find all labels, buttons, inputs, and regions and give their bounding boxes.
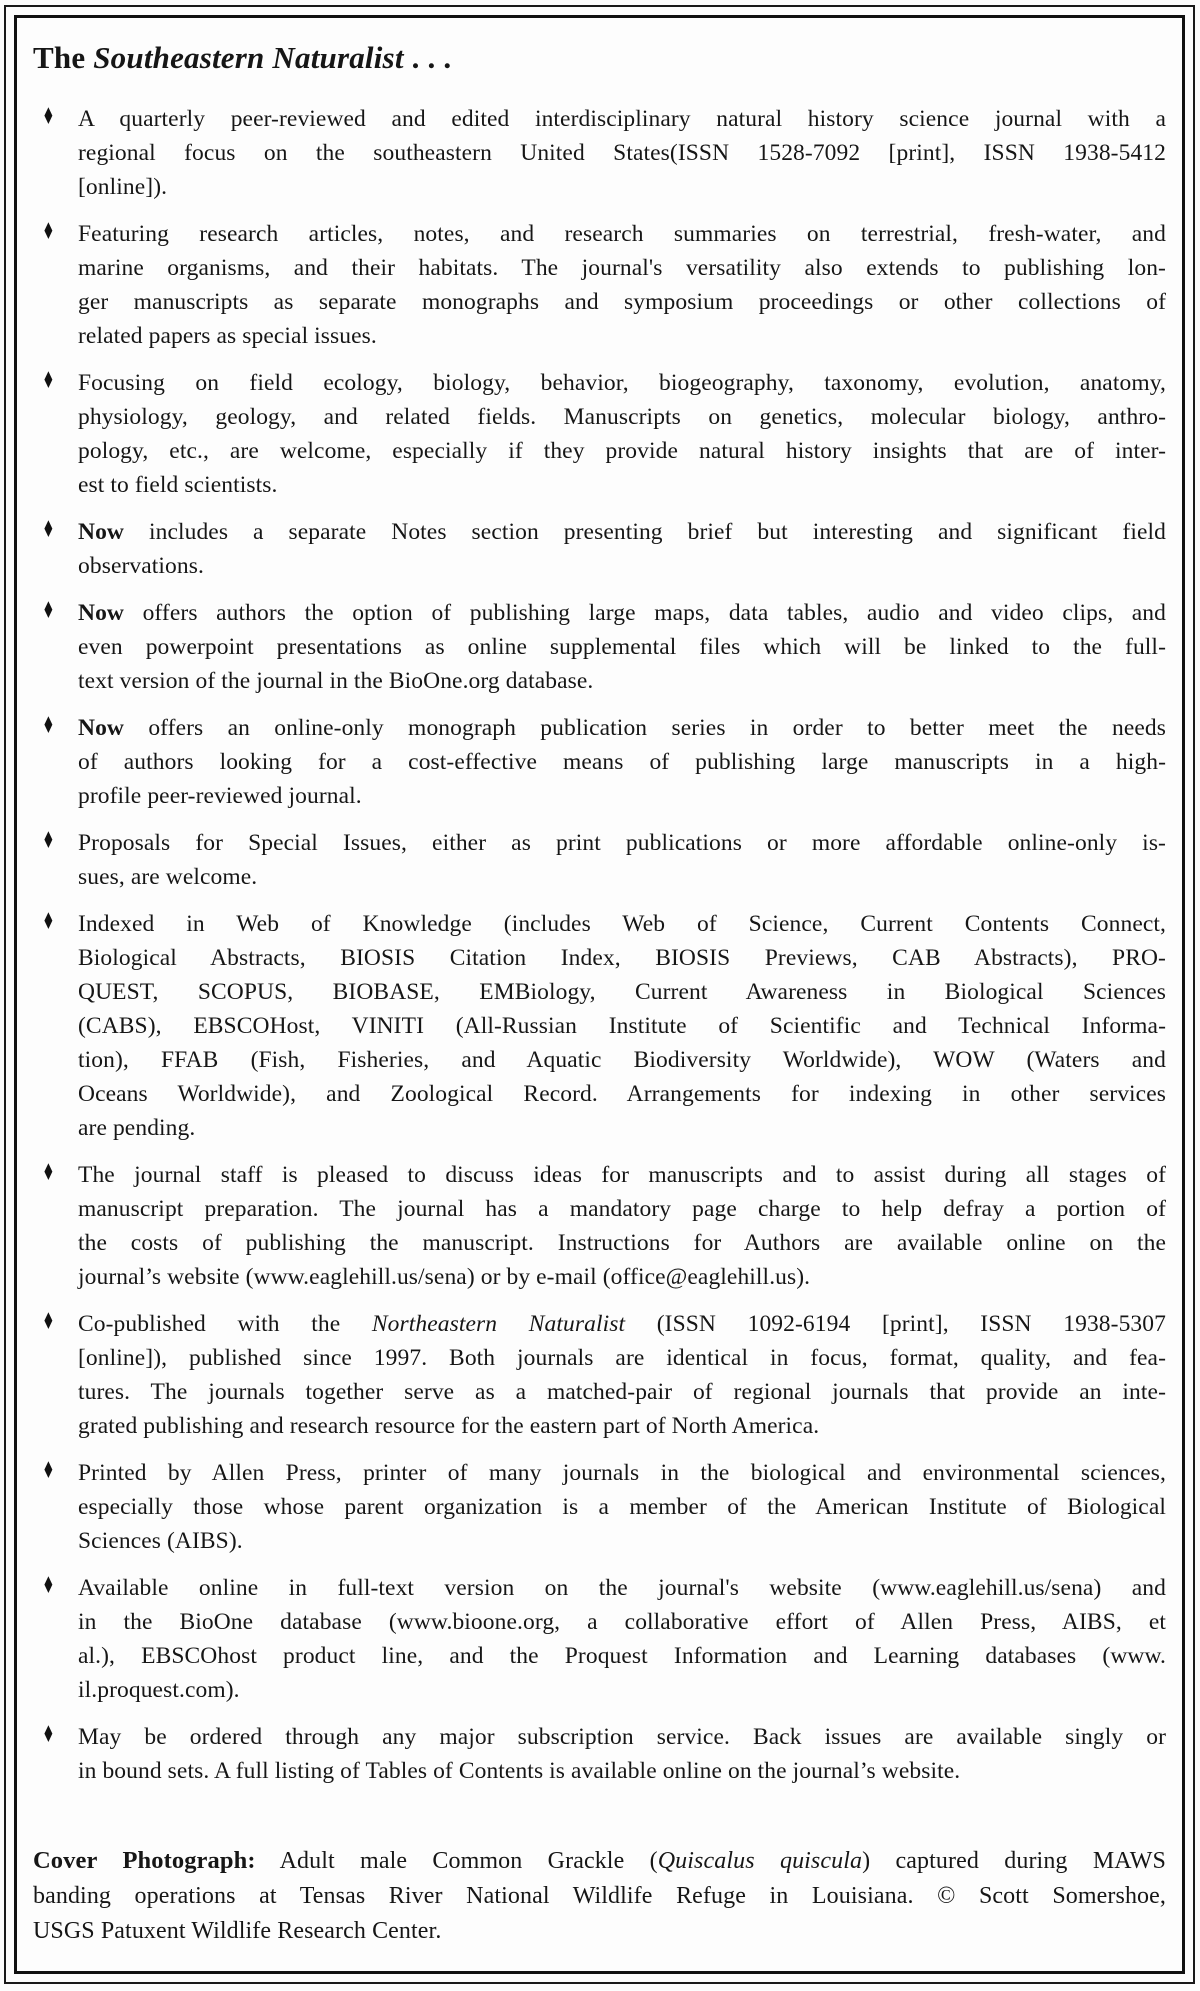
inner-border [14, 15, 1185, 1974]
text-line: Available online in full-text version on the journal's website (www.eaglehill.us/sena) and [78, 1575, 1166, 1601]
bullet-text [78, 826, 1166, 894]
text-line: text version of the journal in the BioOne.org database. [78, 668, 594, 694]
text-line: in the BioOne database (www.bioone.org, a collaborative effort of Allen Press, AIBS, et [78, 1609, 1166, 1635]
text-line: sues, are welcome. [78, 864, 258, 890]
text-line: al.), EBSCOhost product line, and the Proquest Information and Learning databases (www. [78, 1643, 1166, 1669]
bullet-item [33, 711, 1166, 813]
outer-border [4, 5, 1195, 1984]
bullet-text [78, 711, 1166, 813]
text-line: il.proquest.com). [78, 1677, 240, 1703]
text-line: Printed by Allen Press, printer of many journals in the biological and environmental sciences, [78, 1460, 1166, 1486]
bullet-item [33, 1307, 1166, 1443]
text-line: physiology, geology, and related fields. Manuscripts on genetics, molecular biology, anthro- [78, 404, 1166, 430]
text-line: marine organisms, and their habitats. The journal's versatility also extends to publishing lon- [78, 255, 1166, 281]
diamond-bullet-icon: ♦ [42, 1573, 55, 1599]
bullet-text [78, 1307, 1166, 1443]
text-line: tion), FFAB (Fish, Fisheries, and Aquatic Biodiversity Worldwide), WOW (Waters and [78, 1047, 1166, 1073]
text-line: Biological Abstracts, BIOSIS Citation Index, BIOSIS Previews, CAB Abstracts), PRO- [78, 945, 1166, 971]
bullet-text [78, 1720, 1166, 1788]
bullet-text [78, 102, 1166, 204]
text-line: regional focus on the southeastern United States(ISSN 1528-7092 [print], ISSN 1938-5412 [78, 140, 1166, 166]
bullet-item [33, 826, 1166, 894]
bullet-item [33, 1158, 1166, 1294]
text-line: manuscript preparation. The journal has a mandatory page charge to help defray a portion of [78, 1196, 1166, 1222]
text-line: Featuring research articles, notes, and research summaries on terrestrial, fresh-water, and [78, 221, 1166, 247]
title-suffix: . . . [403, 40, 452, 75]
text-line: pology, etc., are welcome, especially if they provide natural history insights that are of inter- [78, 438, 1166, 464]
text-line: Co-published with the Northeastern Naturalist (ISSN 1092-6194 [print], ISSN 1938-5307 [78, 1311, 1166, 1337]
bullet-item [33, 596, 1166, 698]
text-line: ger manuscripts as separate monographs and symposium proceedings or other collections of [78, 289, 1166, 315]
text-line: tures. The journals together serve as a matched-pair of regional journals that provide an inte- [78, 1379, 1166, 1405]
text-line: grated publishing and research resource for the eastern part of North America. [78, 1413, 820, 1439]
diamond-bullet-icon: ♦ [42, 517, 55, 543]
bullet-text [78, 515, 1166, 583]
bullet-item [33, 366, 1166, 502]
diamond-bullet-icon: ♦ [42, 1458, 55, 1484]
text-line: Now includes a separate Notes section presenting brief but interesting and significant field [78, 519, 1166, 545]
text-line: Focusing on field ecology, biology, behavior, biogeography, taxonomy, evolution, anatomy, [78, 370, 1166, 396]
bullet-item [33, 1571, 1166, 1707]
text-line: observations. [78, 553, 204, 579]
text-line: USGS Patuxent Wildlife Research Center. [33, 1918, 442, 1944]
diamond-bullet-icon: ♦ [42, 909, 55, 935]
bullet-list [33, 102, 1166, 1801]
text-line: of authors looking for a cost-effective means of publishing large manuscripts in a high- [78, 749, 1166, 775]
bullet-text [78, 1158, 1166, 1294]
text-line: banding operations at Tensas River National Wildlife Refuge in Louisiana. © Scott Somershoe, [33, 1883, 1166, 1909]
bullet-text [78, 1571, 1166, 1707]
bullet-item [33, 1720, 1166, 1788]
diamond-bullet-icon: ♦ [42, 598, 55, 624]
bullet-text [78, 217, 1166, 353]
text-line: The journal staff is pleased to discuss ideas for manuscripts and to assist during all stages of [78, 1162, 1166, 1188]
cover-photograph-note [33, 1843, 1166, 1949]
text-line: especially those whose parent organization is a member of the American Institute of Biological [78, 1494, 1166, 1520]
diamond-bullet-icon: ♦ [42, 1160, 55, 1186]
diamond-bullet-icon: ♦ [42, 368, 55, 394]
text-line: Now offers an online-only monograph publication series in order to better meet the needs [78, 715, 1166, 741]
title-prefix: The [33, 40, 94, 75]
diamond-bullet-icon: ♦ [42, 828, 55, 854]
bullet-item [33, 907, 1166, 1145]
text-line: related papers as special issues. [78, 323, 377, 349]
bullet-text [78, 366, 1166, 502]
text-line: the costs of publishing the manuscript. Instructions for Authors are available online on the [78, 1230, 1166, 1256]
text-line: A quarterly peer-reviewed and edited interdisciplinary natural history science journal with a [78, 106, 1166, 132]
bullet-text [78, 596, 1166, 698]
text-line: Cover Photograph: Adult male Common Grackle (Quiscalus quiscula) captured during MAWS [33, 1847, 1166, 1874]
diamond-bullet-icon: ♦ [42, 1309, 55, 1335]
diamond-bullet-icon: ♦ [42, 713, 55, 739]
bullet-text [78, 1456, 1166, 1558]
text-line: Now offers authors the option of publishing large maps, data tables, audio and video clips, and [78, 600, 1166, 626]
text-line: est to field scientists. [78, 472, 278, 498]
bullet-item [33, 102, 1166, 204]
text-line: Oceans Worldwide), and Zoological Record. Arrangements for indexing in other services [78, 1081, 1166, 1107]
text-line: [online]). [78, 174, 168, 200]
bullet-text [78, 907, 1166, 1145]
diamond-bullet-icon: ♦ [42, 104, 55, 130]
text-line: Sciences (AIBS). [78, 1528, 243, 1554]
text-line: even powerpoint presentations as online supplemental files which will be linked to the full- [78, 634, 1166, 660]
journal-name: Southeastern Naturalist [93, 40, 404, 75]
diamond-bullet-icon: ♦ [42, 1722, 55, 1748]
text-line: (CABS), EBSCOHost, VINITI (All-Russian Institute of Scientific and Technical Informa- [78, 1013, 1166, 1039]
text-line: May be ordered through any major subscription service. Back issues are available singly or [78, 1724, 1166, 1750]
diamond-bullet-icon: ♦ [42, 219, 55, 245]
bullet-item [33, 1456, 1166, 1558]
text-line: [online]), published since 1997. Both journals are identical in focus, format, quality, and fea- [78, 1345, 1166, 1371]
text-line: journal’s website (www.eaglehill.us/sena) or by e-mail (office@eaglehill.us). [78, 1264, 811, 1290]
text-line: QUEST, SCOPUS, BIOBASE, EMBiology, Current Awareness in Biological Sciences [78, 979, 1166, 1005]
text-line: are pending. [78, 1115, 196, 1141]
page-title [33, 40, 1166, 76]
text-line: Proposals for Special Issues, either as print publications or more affordable online-only is- [78, 830, 1166, 856]
bullet-item [33, 217, 1166, 353]
text-line: profile peer-reviewed journal. [78, 783, 362, 809]
text-line: Indexed in Web of Knowledge (includes Web of Science, Current Contents Connect, [78, 911, 1166, 937]
bullet-item [33, 515, 1166, 583]
text-line: in bound sets. A full listing of Tables of Contents is available online on the journal’s website. [78, 1758, 961, 1784]
